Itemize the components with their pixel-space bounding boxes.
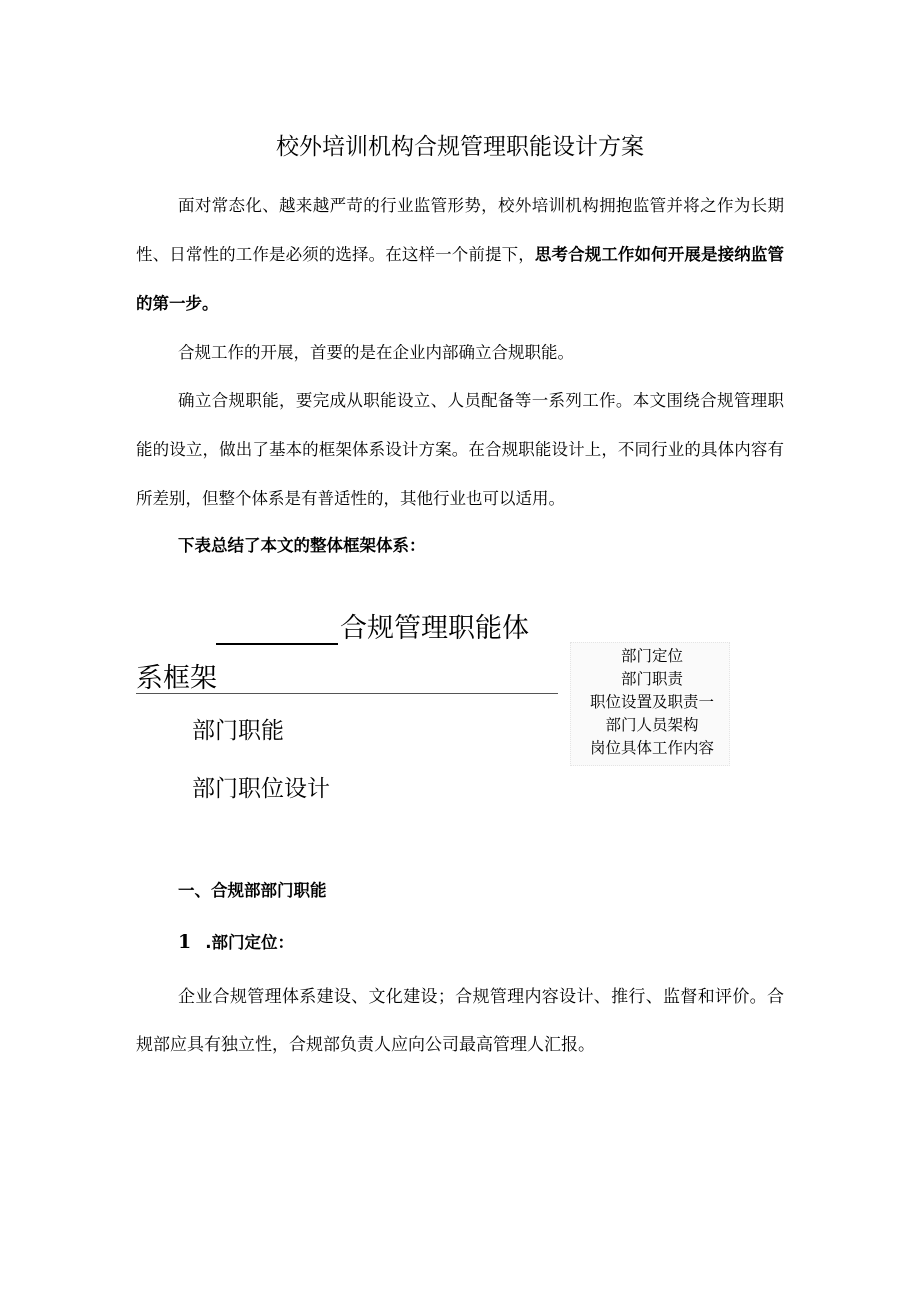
framework-right-item-5: 岗位具体工作内容: [589, 739, 714, 757]
intro-paragraph-3: 确立合规职能，要完成从职能设立、人员配备等一系列工作。本文围绕合规管理职能的设立，做出了基本的框架体系设计方案。在合规职能设计上，不同行业的具体内容有所差别，但整个体系是有普适性的，其他行业也可以适用。: [136, 391, 784, 508]
framework-right-item-1: 部门定位: [620, 647, 683, 665]
document-title: 校外培训机构合规管理职能设计方案: [276, 134, 644, 160]
framework-title-text-1: 合规管理职能体: [340, 613, 529, 644]
framework-title-line1: [216, 606, 529, 645]
framework-left-item-1: 部门职能: [192, 718, 284, 744]
title-blank-line: [216, 619, 338, 645]
framework-right-item-2: 部门职责: [620, 670, 683, 688]
section1-heading: 一、合规部部门职能: [178, 881, 327, 900]
framework-right-item-3: 职位设置及职责一: [589, 693, 714, 711]
framework-title-line2: 系框架: [136, 663, 217, 694]
section1-body: 企业合规管理体系建设、文化建设；合规管理内容设计、推行、监督和评价。合规部应具有独立性，合规部负责人应向公司最高管理人汇报。: [136, 987, 784, 1055]
intro-paragraph-1: [136, 181, 784, 328]
section1-sub-number: 1: [178, 931, 192, 953]
section1-sub-heading-text: .部门定位：: [205, 933, 295, 952]
intro-paragraph-1-bold: 思考合规工作如何开展是接纳监管的第一步。: [136, 245, 785, 313]
framework-side-box: [570, 642, 730, 766]
framework-left-item-2: 部门职位设计: [192, 776, 330, 802]
intro-paragraph-1-text: 面对常态化、越来越严苛的行业监管形势，校外培训机构拥抱监管并将之作为长期性、日常性的工作是必须的选择。在这样一个前提下，: [136, 196, 784, 264]
framework-right-item-4: 部门人员架构: [605, 716, 699, 734]
section1-subheading: [178, 929, 294, 953]
framework-divider: [136, 693, 558, 694]
intro-paragraph-4: 下表总结了本文的整体框架体系：: [178, 536, 426, 555]
intro-paragraph-2: 合规工作的开展，首要的是在企业内部确立合规职能。: [178, 343, 574, 362]
